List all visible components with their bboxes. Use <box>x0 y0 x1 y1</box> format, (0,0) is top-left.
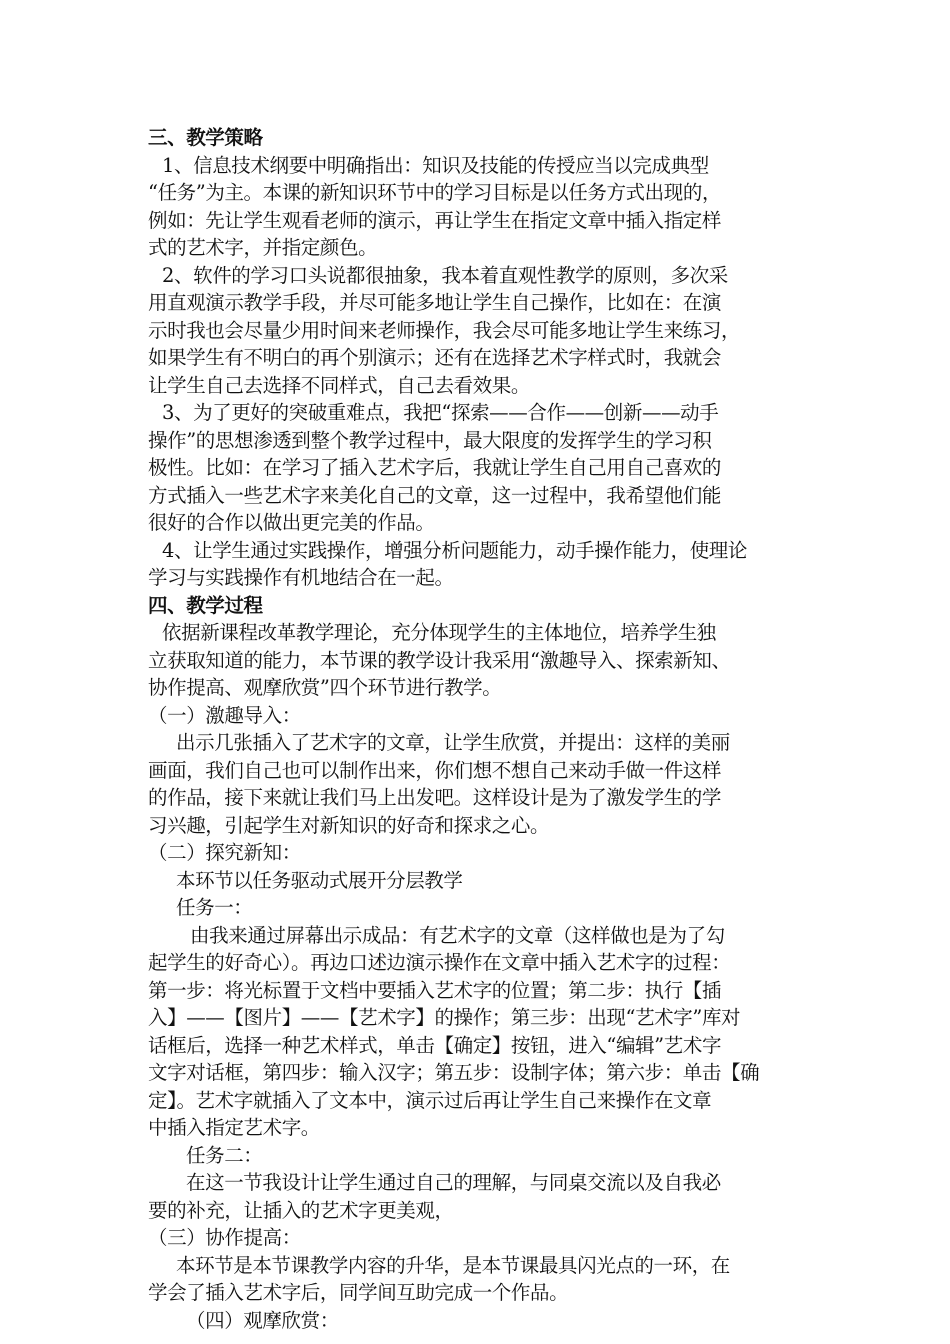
text-line: 3、为了更好的突破重难点，我把“探索——合作——创新——动手 <box>162 401 719 424</box>
text-line: “任务”为主。本课的新知识环节中的学习目标是以任务方式出现的， <box>148 181 722 204</box>
text-line: 让学生自己去选择不同样式，自己去看效果。 <box>148 373 531 397</box>
text-line: 任务二： <box>186 1143 263 1167</box>
text-line: 立获取知道的能力，本节课的教学设计我采用“激趣导入、探索新知、 <box>148 648 731 672</box>
section-heading: 三、教学策略 <box>148 126 263 149</box>
text-line: 1、信息技术纲要中明确指出：知识及技能的传授应当以完成典型 <box>162 153 709 177</box>
text-line: 起学生的好奇心）。再边口述边演示操作在文章中插入艺术字的过程： <box>148 951 731 974</box>
text-line: 极性。比如：在学习了插入艺术字后，我就让学生自己用自己喜欢的 <box>148 456 722 479</box>
text-line: 示时我也会尽量少用时间来老师操作，我会尽可能多地让学生来练习， <box>148 318 741 342</box>
document-body <box>148 124 808 1334</box>
text-line: 第一步：将光标置于文档中要插入艺术字的位置；第二步：执行【插 <box>148 978 722 1002</box>
text-line: （四）观摩欣赏： <box>186 1308 339 1332</box>
text-line: 本环节以任务驱动式展开分层教学 <box>176 868 463 892</box>
text-line: 学习与实践操作有机地结合在一起。 <box>148 566 454 589</box>
text-line: 文字对话框，第四步：输入汉字；第五步：设制字体；第六步：单击【确 <box>148 1061 760 1084</box>
text-line: 定】。艺术字就插入了文本中，演示过后再让学生自己来操作在文章 <box>148 1088 712 1112</box>
text-line: 入】——【图片】——【艺术字】的操作；第三步：出现“艺术字”库对 <box>148 1006 741 1029</box>
text-line: （二）探究新知： <box>148 841 301 864</box>
text-line: 在这一节我设计让学生通过自己的理解，与同桌交流以及自我必 <box>186 1171 721 1194</box>
text-line: （一）激趣导入： <box>148 703 301 727</box>
text-line: 话框后，选择一种艺术样式，单击【确定】按钮，进入“编辑”艺术字 <box>148 1033 722 1057</box>
text-line: 画面，我们自己也可以制作出来，你们想不想自己来动手做一件这样 <box>148 758 722 782</box>
text-line: 由我来通过屏幕出示成品：有艺术字的文章（这样做也是为了勾 <box>190 923 725 947</box>
section-heading: 四、教学过程 <box>148 593 263 617</box>
text-line: 2、软件的学习口头说都很抽象，我本着直观性教学的原则，多次采 <box>162 263 728 287</box>
text-line: 出示几张插入了艺术字的文章，让学生欣赏，并提出：这样的美丽 <box>176 731 730 754</box>
text-line: 习兴趣，引起学生对新知识的好奇和探求之心。 <box>148 813 550 837</box>
text-line: 如果学生有不明白的再个别演示；还有在选择艺术字样式时，我就会 <box>148 346 722 369</box>
text-line: 的作品，接下来就让我们马上出发吧。这样设计是为了激发学生的学 <box>148 786 722 809</box>
text-line: 任务一： <box>176 896 253 919</box>
text-line: 本环节是本节课教学内容的升华，是本节课最具闪光点的一环，在 <box>176 1253 730 1277</box>
text-line: 例如：先让学生观看老师的演示，再让学生在指定文章中插入指定样 <box>148 208 722 232</box>
text-line: 要的补充，让插入的艺术字更美观， <box>148 1198 454 1222</box>
text-line: 学会了插入艺术字后，同学间互助完成一个作品。 <box>148 1281 569 1304</box>
text-line: 4、让学生通过实践操作，增强分析问题能力，动手操作能力，使理论 <box>162 538 748 562</box>
text-line: 很好的合作以做出更完美的作品。 <box>148 511 435 534</box>
text-line: 式的艺术字，并指定颜色。 <box>148 236 378 259</box>
text-line: 中插入指定艺术字。 <box>148 1116 320 1139</box>
text-line: （三）协作提高： <box>148 1226 301 1249</box>
text-line: 依据新课程改革教学理论，充分体现学生的主体地位，培养学生独 <box>162 621 716 644</box>
text-line: 方式插入一些艺术字来美化自己的文章，这一过程中，我希望他们能 <box>148 483 722 507</box>
text-line: 用直观演示教学手段，并尽可能多地让学生自己操作，比如在：在演 <box>148 291 722 314</box>
text-line: 操作”的思想渗透到整个教学过程中，最大限度的发挥学生的学习积 <box>148 428 712 452</box>
text-line: 协作提高、观摩欣赏”四个环节进行教学。 <box>148 676 502 699</box>
